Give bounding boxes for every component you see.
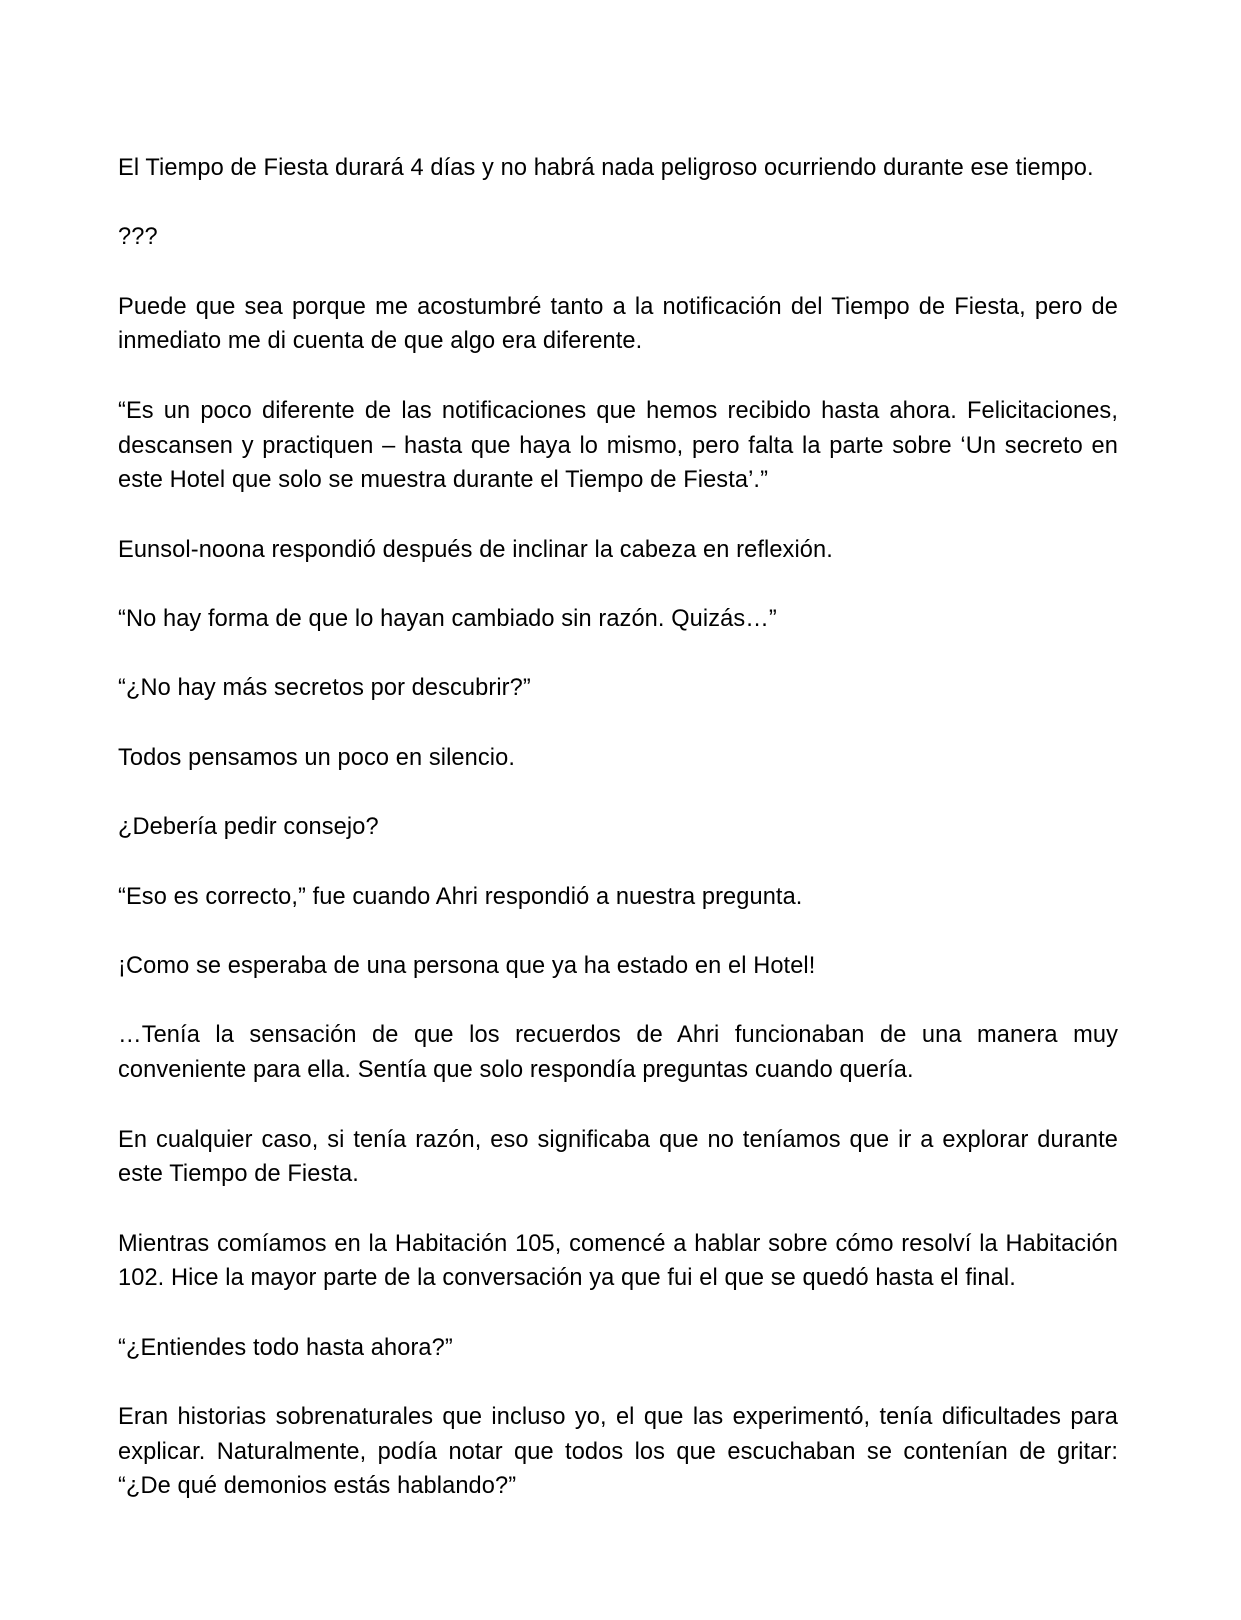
paragraph: ¿Debería pedir consejo?	[118, 814, 379, 841]
paragraph: …Tenía la sensación de que los recuerdos de Ahri funcionaban de una manera muy conveniente para ella. Sentía que solo respondía preguntas cuando quería.	[118, 1022, 1118, 1084]
paragraph: ¡Como se esperaba de una persona que ya ha estado en el Hotel!	[118, 953, 816, 980]
paragraph: Eran historias sobrenaturales que incluso yo, el que las experimentó, tenía dificultades para explicar. Naturalmente, podía notar que todos los que escuchaban se contenían de gritar: “¿De qué demonios estás hablando?”	[118, 1404, 1118, 1500]
paragraph: Puede que sea porque me acostumbré tanto a la notificación del Tiempo de Fiesta, pero de inmediato me di cuenta de que algo era diferente.	[118, 293, 1118, 355]
paragraph: “¿No hay más secretos por descubrir?”	[118, 675, 531, 702]
paragraph: “¿Entiendes todo hasta ahora?”	[118, 1334, 453, 1361]
paragraph: En cualquier caso, si tenía razón, eso significaba que no teníamos que ir a explorar durante este Tiempo de Fiesta.	[118, 1126, 1118, 1188]
paragraph: “Es un poco diferente de las notificaciones que hemos recibido hasta ahora. Felicitaciones, descansen y practiquen – hasta que haya lo mismo, pero falta la parte sobre ‘Un secreto en este Hotel que solo se muestra durante el Tiempo de Fiesta’.”	[118, 397, 1118, 494]
document-page	[118, 151, 1118, 1539]
paragraph: Todos pensamos un poco en silencio.	[118, 744, 515, 771]
paragraph: Mientras comíamos en la Habitación 105, comencé a hablar sobre cómo resolví la Habitación 102. Hice la mayor parte de la conversación ya que fui el que se quedó hasta el final.	[118, 1230, 1118, 1292]
paragraph: “Eso es correcto,” fue cuando Ahri respondió a nuestra pregunta.	[118, 883, 803, 910]
paragraph: “No hay forma de que lo hayan cambiado sin razón. Quizás…”	[118, 606, 777, 633]
paragraph: El Tiempo de Fiesta durará 4 días y no habrá nada peligroso ocurriendo durante ese tiempo.	[118, 155, 1094, 181]
paragraph: ???	[118, 224, 158, 251]
paragraph: Eunsol-noona respondió después de inclinar la cabeza en reflexión.	[118, 536, 833, 563]
